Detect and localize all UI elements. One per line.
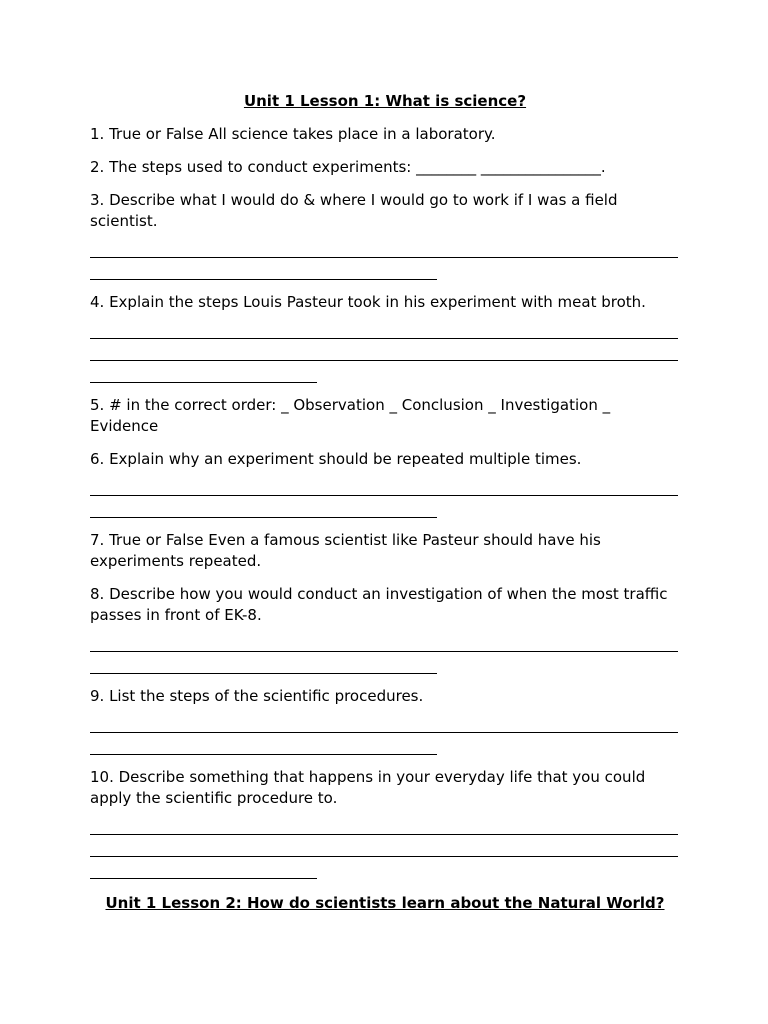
question-3: 3. Describe what I would do & where I would go to work if I was a field scientist.	[90, 191, 618, 230]
worksheet-content	[90, 91, 680, 926]
question-4: 4. Explain the steps Louis Pasteur took in his experiment with meat broth.	[90, 293, 646, 311]
answer-line[interactable]	[90, 496, 437, 518]
question-9: 9. List the steps of the scientific procedures.	[90, 687, 424, 705]
answer-line[interactable]	[90, 813, 678, 835]
answer-line[interactable]	[90, 835, 678, 857]
question-6: 6. Explain why an experiment should be repeated multiple times.	[90, 450, 582, 468]
answer-line[interactable]	[90, 258, 437, 280]
answer-lines-6	[90, 474, 680, 518]
question-10: 10. Describe something that happens in your everyday life that you could apply the scientific procedure to.	[90, 768, 646, 807]
answer-line[interactable]	[90, 317, 678, 339]
answer-line[interactable]	[90, 630, 678, 652]
answer-line[interactable]	[90, 339, 678, 361]
question-5: 5. # in the correct order: _ Observation _ Conclusion _ Investigation _ Evidence	[90, 396, 611, 435]
answer-line[interactable]	[90, 474, 678, 496]
question-1: 1. True or False All science takes place in a laboratory.	[90, 125, 496, 143]
answer-line[interactable]	[90, 361, 317, 383]
answer-lines-10	[90, 813, 680, 879]
answer-line[interactable]	[90, 857, 317, 879]
answer-line[interactable]	[90, 733, 437, 755]
lesson1-title: Unit 1 Lesson 1: What is science?	[243, 92, 527, 110]
answer-lines-3	[90, 236, 680, 280]
answer-lines-9	[90, 711, 680, 755]
answer-lines-4	[90, 317, 680, 383]
answer-line[interactable]	[90, 236, 678, 258]
question-2: 2. The steps used to conduct experiments: ________ ________________.	[90, 158, 606, 176]
lesson2-title: Unit 1 Lesson 2: How do scientists learn about the Natural World?	[105, 894, 665, 912]
answer-line[interactable]	[90, 711, 678, 733]
question-7: 7. True or False Even a famous scientist like Pasteur should have his experiments repeated.	[90, 531, 601, 570]
answer-line[interactable]	[90, 652, 437, 674]
question-8: 8. Describe how you would conduct an investigation of when the most traffic passes in front of EK-8.	[90, 585, 668, 624]
answer-lines-8	[90, 630, 680, 674]
